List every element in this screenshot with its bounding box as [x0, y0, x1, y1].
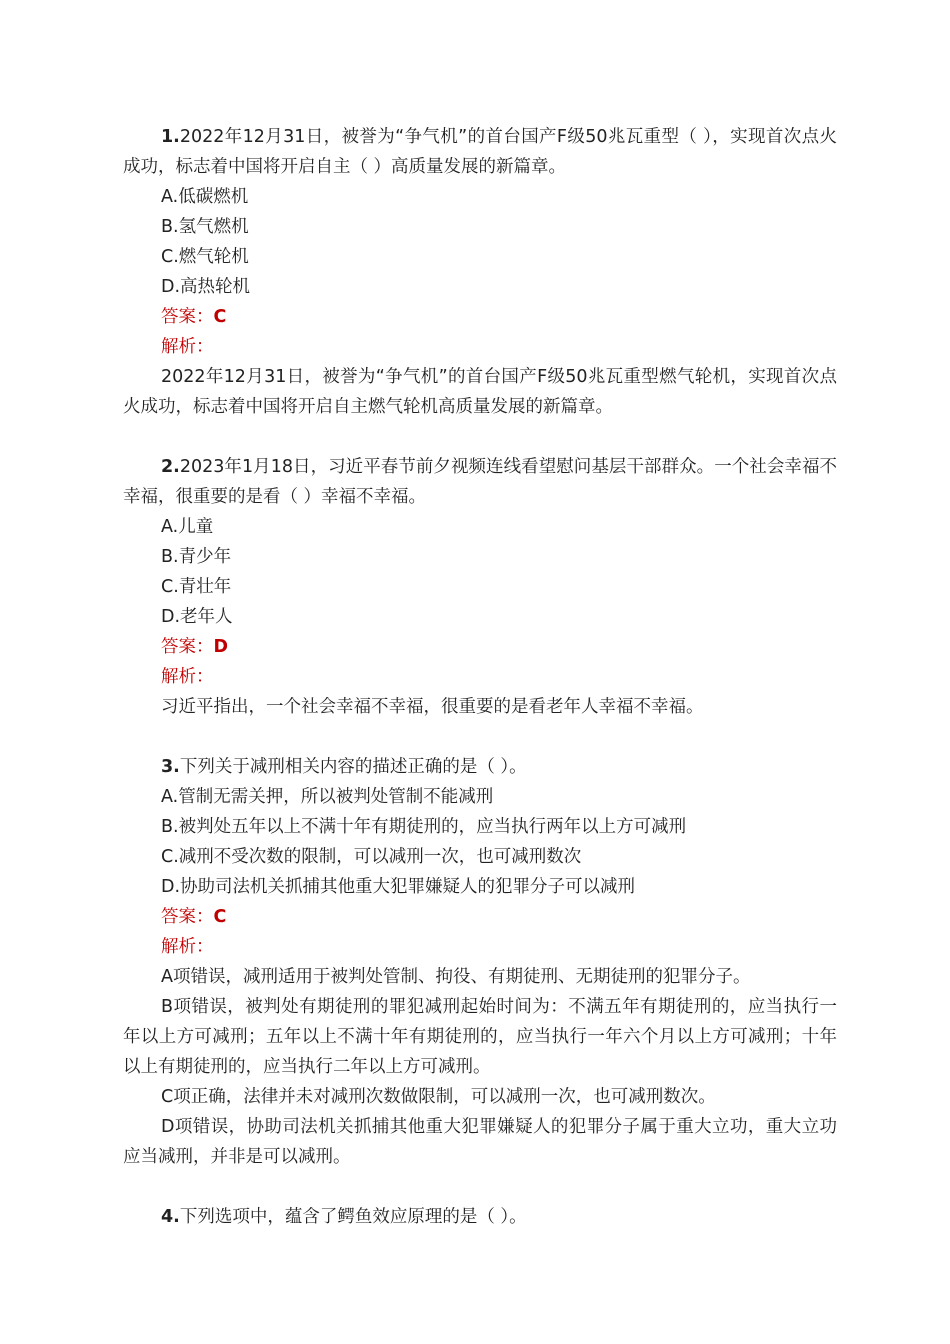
answer-letter: D: [213, 637, 229, 657]
question-4: [123, 1202, 837, 1232]
question-number: 2.: [161, 457, 180, 477]
document-page: [123, 122, 837, 1262]
answer-letter: C: [213, 307, 227, 327]
question-stem: [123, 452, 837, 512]
question-number: 1.: [161, 127, 180, 147]
analysis-label: 解析：: [161, 937, 214, 957]
question-text: 下列选项中，蕴含了鳄鱼效应原理的是（ ）。: [179, 1207, 527, 1227]
answer-label: 答案：: [161, 907, 214, 927]
option-a: A.儿童: [161, 517, 214, 537]
answer-label: 答案：: [161, 637, 214, 657]
analysis-paragraph: 习近平指出，一个社会幸福不幸福，很重要的是看老年人幸福不幸福。: [161, 697, 704, 717]
question-stem: [123, 122, 837, 182]
option-b: B.氢气燃机: [161, 217, 249, 237]
option-a: A.管制无需关押，所以被判处管制不能减刑: [161, 787, 494, 807]
option-d: D.协助司法机关抓捕其他重大犯罪嫌疑人的犯罪分子可以减刑: [161, 877, 636, 897]
analysis-label: 解析：: [161, 667, 214, 687]
question-text: 2022年12月31日，被誉为“争气机”的首台国产F级50兆瓦重型（ ），实现首次点火成功，标志着中国将开启自主（ ）高质量发展的新篇章。: [123, 127, 837, 177]
question-stem: [123, 1202, 837, 1232]
option-b: B.被判处五年以上不满十年有期徒刑的，应当执行两年以上方可减刑: [161, 817, 687, 837]
option-c: C.燃气轮机: [161, 247, 249, 267]
question-1: [123, 122, 837, 422]
question-text: 下列关于减刑相关内容的描述正确的是（ ）。: [179, 757, 527, 777]
option-c: C.减刑不受次数的限制，可以减刑一次，也可减刑数次: [161, 847, 582, 867]
analysis-paragraph: C项正确，法律并未对减刑次数做限制，可以减刑一次，也可减刑数次。: [161, 1087, 716, 1107]
analysis-label: 解析：: [161, 337, 214, 357]
question-number: 3.: [161, 757, 180, 777]
option-d: D.老年人: [161, 607, 233, 627]
option-d: D.高热轮机: [161, 277, 251, 297]
analysis-paragraph: A项错误，减刑适用于被判处管制、拘役、有期徒刑、无期徒刑的犯罪分子。: [161, 967, 751, 987]
option-c: C.青壮年: [161, 577, 232, 597]
answer-label: 答案：: [161, 307, 214, 327]
question-stem: [123, 752, 837, 782]
analysis-paragraph: 2022年12月31日，被誉为“争气机”的首台国产F级50兆瓦重型燃气轮机，实现首次点火成功，标志着中国将开启自主燃气轮机高质量发展的新篇章。: [123, 367, 837, 417]
question-text: 2023年1月18日，习近平春节前夕视频连线看望慰问基层干部群众。一个社会幸福不幸福，很重要的是看（ ）幸福不幸福。: [123, 457, 837, 507]
analysis-paragraph: D项错误，协助司法机关抓捕其他重大犯罪嫌疑人的犯罪分子属于重大立功，重大立功应当减刑，并非是可以减刑。: [123, 1117, 837, 1167]
question-number: 4.: [161, 1207, 180, 1227]
option-b: B.青少年: [161, 547, 232, 567]
answer-line: [123, 632, 837, 662]
answer-line: [123, 902, 837, 932]
question-2: [123, 452, 837, 722]
answer-line: [123, 302, 837, 332]
answer-letter: C: [213, 907, 227, 927]
option-a: A.低碳燃机: [161, 187, 249, 207]
question-3: [123, 752, 837, 1172]
analysis-paragraph: B项错误，被判处有期徒刑的罪犯减刑起始时间为：不满五年有期徒刑的，应当执行一年以上方可减刑；五年以上不满十年有期徒刑的，应当执行一年六个月以上方可减刑；十年以上有期徒刑的，应当执行二年以上方可减刑。: [123, 997, 837, 1077]
